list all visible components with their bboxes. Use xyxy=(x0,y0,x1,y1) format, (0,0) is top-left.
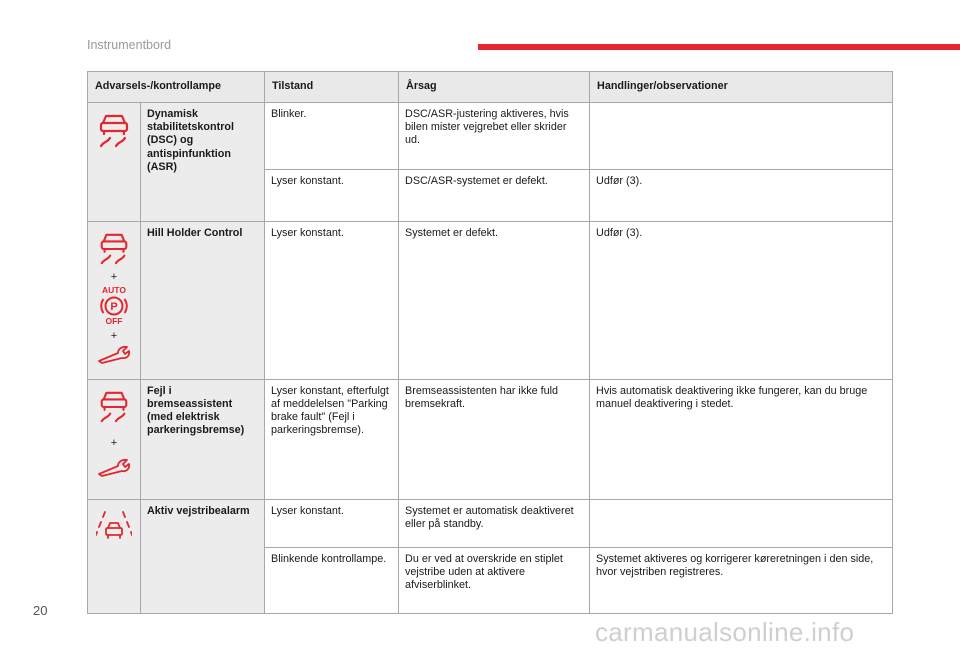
section-title: Instrumentbord xyxy=(87,38,172,52)
table-row xyxy=(88,103,893,170)
action-cell: Udfør (3). xyxy=(590,170,893,222)
auto-parking-brake-off-icon xyxy=(96,285,132,329)
table-header-row xyxy=(88,72,893,103)
table-row xyxy=(88,222,893,380)
header-accent-bar xyxy=(478,44,960,50)
lamp-name: Aktiv vejstribealarm xyxy=(141,499,265,613)
state-cell: Blinker. xyxy=(265,103,399,170)
table-row xyxy=(88,379,893,499)
svg-text:P: P xyxy=(110,301,118,314)
action-cell xyxy=(590,499,893,547)
state-cell: Blinkende kontrollampe. xyxy=(265,547,399,613)
action-cell: Udfør (3). xyxy=(590,222,893,380)
plus-sign: + xyxy=(110,330,118,343)
state-cell: Lyser konstant. xyxy=(265,170,399,222)
service-wrench-icon xyxy=(96,344,132,368)
lamp-name: Hill Holder Control xyxy=(141,222,265,380)
state-cell: Lyser konstant. xyxy=(265,222,399,380)
cause-cell: Du er ved at overskride en stiplet vejstribe uden at aktivere afviserblinket. xyxy=(399,547,590,613)
plus-sign: + xyxy=(110,271,118,284)
state-cell: Lyser konstant. xyxy=(265,499,399,547)
watermark: carmanualsonline.info xyxy=(595,617,855,647)
lamp-name: Dynamisk stabilitetskontrol (DSC) og antispinfunktion (ASR) xyxy=(141,103,265,222)
table-row xyxy=(88,499,893,547)
cause-cell: DSC/ASR-systemet er defekt. xyxy=(399,170,590,222)
action-cell: Hvis automatisk deaktivering ikke fungerer, kan du bruge manuel deaktivering i stedet. xyxy=(590,379,893,499)
lamp-icon-cell xyxy=(88,499,141,613)
action-cell xyxy=(590,103,893,170)
lamp-icon-cell xyxy=(88,103,141,222)
cause-cell: Systemet er automatisk deaktiveret eller på standby. xyxy=(399,499,590,547)
cause-cell: Systemet er defekt. xyxy=(399,222,590,380)
svg-text:AUTO: AUTO xyxy=(102,285,126,296)
plus-sign: + xyxy=(110,436,118,449)
warning-lamps-table xyxy=(87,71,893,614)
lamp-name: Fejl i bremseassistent (med elektrisk parkeringsbremse) xyxy=(141,379,265,499)
svg-text:OFF: OFF xyxy=(105,316,123,326)
dsc-car-skid-icon xyxy=(97,390,131,428)
column-header-lamp: Advarsels-/kontrollampe xyxy=(88,72,265,103)
lane-departure-icon xyxy=(96,533,132,545)
lamp-icon-cell xyxy=(88,379,141,499)
column-header-cause: Årsag xyxy=(399,72,590,103)
lamp-icon-cell xyxy=(88,222,141,380)
dsc-car-skid-icon xyxy=(97,140,131,152)
action-cell: Systemet aktiveres og korrigerer køreretningen i den side, hvor vejstriben registreres. xyxy=(590,547,893,613)
state-cell: Lyser konstant, efterfulgt af meddelelsen "Parking brake fault" (Fejl i parkeringsbremse). xyxy=(265,379,399,499)
column-header-action: Handlinger/observationer xyxy=(590,72,893,103)
page-number: 20 xyxy=(33,603,48,618)
cause-cell: DSC/ASR-justering aktiveres, hvis bilen mister vejgrebet eller skrider ud. xyxy=(399,103,590,170)
cause-cell: Bremseassistenten har ikke fuld bremsekraft. xyxy=(399,379,590,499)
service-wrench-icon xyxy=(96,457,132,481)
dsc-car-skid-icon xyxy=(97,232,131,270)
column-header-state: Tilstand xyxy=(265,72,399,103)
